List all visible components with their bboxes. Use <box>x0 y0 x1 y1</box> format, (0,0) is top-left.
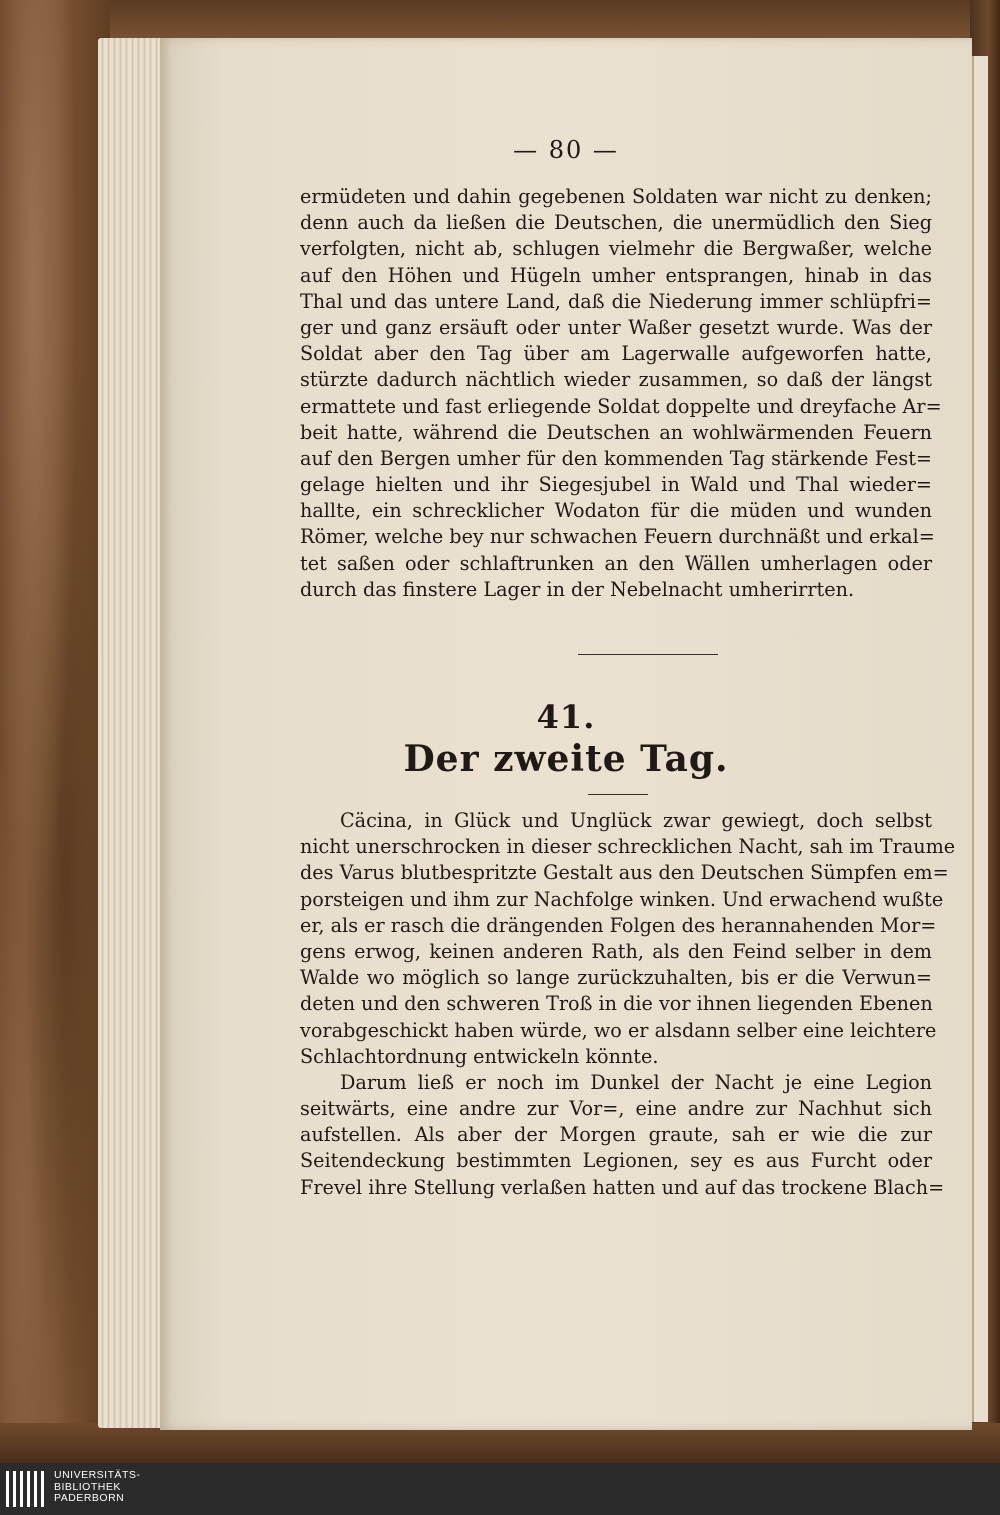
text-line: Schlachtordnung entwickeln könnte. <box>300 1044 659 1068</box>
text-line: auf den Bergen umher für den kommenden Tag stärkende Fest= <box>300 446 932 470</box>
text-line: Frevel ihre Stellung verlaßen hatten und auf das trockene Blach= <box>300 1175 945 1199</box>
text-line: ermüdeten und dahin gegebenen Soldaten war nicht zu denken; <box>300 185 932 208</box>
text-line: Römer, welche bey nur schwachen Feuern durchnäßt und erkal= <box>300 525 935 549</box>
text-line: nicht unerschrocken in dieser schrecklichen Nacht, sah im Traume <box>300 835 956 859</box>
library-logo-icon <box>6 1471 50 1507</box>
text-line: Walde wo möglich so lange zurückzuhalten, bis er die Verwun= <box>300 966 932 990</box>
text-line: aufstellen. Als aber der Morgen graute, sah er wie die zur <box>300 1123 932 1147</box>
book-cover-left <box>0 0 110 1463</box>
text-line: stürzte dadurch nächtlich wieder zusammen, so daß der längst <box>300 368 932 392</box>
logo-line: BIBLIOTHEK <box>54 1480 121 1493</box>
text-line: durch das finstere Lager in der Nebelnacht umherirrten. <box>300 577 855 601</box>
text-line: vorabgeschickt haben würde, wo er alsdann selber eine leichtere <box>300 1018 937 1042</box>
book-page <box>160 38 972 1430</box>
text-line: des Varus blutbespritzte Gestalt aus den Deutschen Sümpfen em= <box>300 861 949 885</box>
text-line: gens erwog, keinen anderen Rath, als den Feind selber in dem <box>300 939 932 963</box>
page-number: — 80 — <box>513 136 619 164</box>
text-line: Seitendeckung bestimmten Legionen, sey es aus Furcht oder <box>300 1149 932 1173</box>
text-line: hallte, ein schrecklicher Wodaton für die müden und wunden <box>300 499 932 523</box>
page-edges <box>98 38 168 1428</box>
logo-line: PADERBORN <box>54 1492 125 1504</box>
text-line: Soldat aber den Tag über am Lagerwalle aufgeworfen hatte, <box>300 342 932 366</box>
text-line: beit hatte, während die Deutschen an wohlwärmenden Feuern <box>300 420 932 444</box>
text-line: gelage hielten und ihr Siegesjubel in Wald und Thal wieder= <box>300 473 932 497</box>
text-line: auf den Höhen und Hügeln umher entsprangen, hinab in das <box>300 263 932 287</box>
chapter-number: 41. <box>536 698 596 736</box>
text-line: denn auch da ließen die Deutschen, die unermüdlich den Sieg <box>300 211 932 235</box>
text-line: tet saßen oder schlaftrunken an den Wällen umherlagen oder <box>300 551 932 575</box>
title-underline <box>588 794 648 795</box>
text-line: deten und den schweren Troß in die vor ihnen liegenden Ebenen <box>300 992 933 1016</box>
paragraph-1 <box>300 184 942 603</box>
text-line: verfolgten, nicht ab, schlugen vielmehr die Bergwaßer, welche <box>300 237 932 261</box>
text-line: Darum ließ er noch im Dunkel der Nacht je eine Legion <box>340 1070 932 1094</box>
text-line: er, als er rasch die drängenden Folgen des herannahenden Mor= <box>300 913 937 937</box>
text-line: seitwärts, eine andre zur Vor=, eine andre zur Nachhut sich <box>300 1097 932 1121</box>
library-footer <box>0 1463 1000 1515</box>
text-line: ger und ganz ersäuft oder unter Waßer gesetzt wurde. Was der <box>300 315 932 339</box>
paragraph-2 <box>300 808 956 1201</box>
facing-page-edge <box>972 56 988 1422</box>
section-divider <box>578 654 718 655</box>
text-line: Cäcina, in Glück und Unglück zwar gewiegt, doch selbst <box>340 809 932 832</box>
book-cover-top <box>0 0 1000 40</box>
library-logo-text <box>54 1470 140 1505</box>
chapter-title: Der zweite Tag. <box>403 738 729 780</box>
text-line: Thal und das untere Land, daß die Niederung immer schlüpfri= <box>300 289 932 313</box>
logo-line: UNIVERSITÄTS- <box>54 1469 141 1481</box>
text-line: porsteigen und ihm zur Nachfolge winken. Und erwachend wußte <box>300 887 944 911</box>
text-line: ermattete und fast erliegende Soldat doppelte und dreyfache Ar= <box>300 394 942 418</box>
